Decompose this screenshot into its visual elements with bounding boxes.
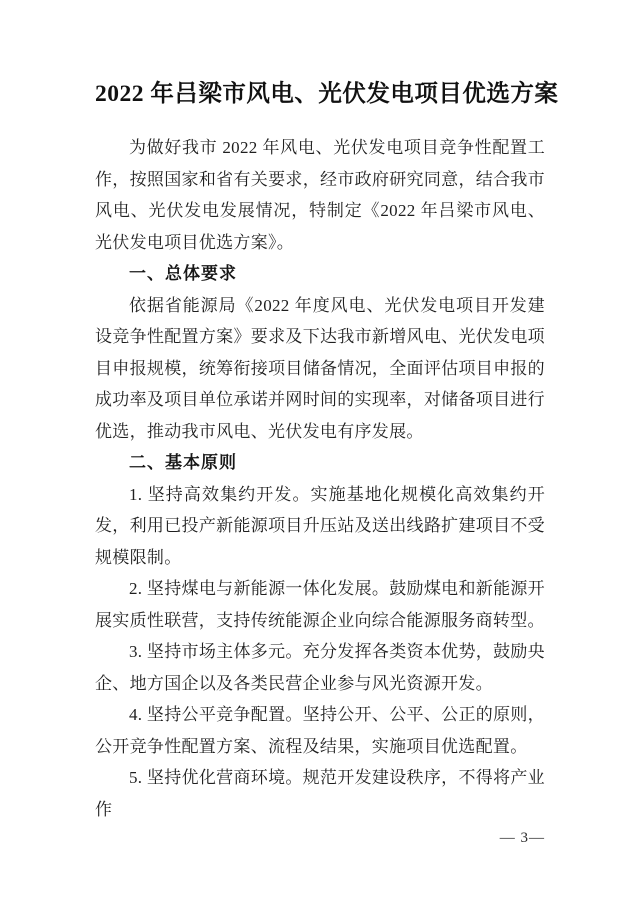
overall-requirements-paragraph: 依据省能源局《2022 年度风电、光伏发电项目开发建设竞争性配置方案》要求及下达我市新增风电、光伏发电项目申报规模，统筹衔接项目储备情况，全面评估项目申报的成功率及项目单位承诺并网时间的实现率，对储备项目进行优选，推动我市风电、光伏发电有序发展。 bbox=[95, 295, 545, 441]
principle-item-5: 5. 坚持优化营商环境。规范开发建设秩序，不得将产业作 bbox=[95, 768, 545, 819]
section-heading-overall-requirements: 一、总体要求 bbox=[129, 264, 237, 283]
section-heading-basic-principles: 二、基本原则 bbox=[129, 453, 237, 472]
principle-item-3: 3. 坚持市场主体多元。充分发挥各类资本优势，鼓励央企、地方国企以及各类民营企业参与风光资源开发。 bbox=[95, 642, 545, 693]
document-content bbox=[95, 0, 559, 825]
intro-paragraph: 为做好我市 2022 年风电、光伏发电项目竞争性配置工作，按照国家和省有关要求，经市政府研究同意，结合我市风电、光伏发电发展情况，特制定《2022 年吕梁市风电、光伏发电项目优选方案》。 bbox=[95, 138, 545, 252]
principle-item-2: 2. 坚持煤电与新能源一体化发展。鼓励煤电和新能源开展实质性联营，支持传统能源企业向综合能源服务商转型。 bbox=[95, 579, 545, 630]
page-number: — 3— bbox=[499, 830, 545, 846]
principle-item-1: 1. 坚持高效集约开发。实施基地化规模化高效集约开发，利用已投产新能源项目升压站及送出线路扩建项目不受规模限制。 bbox=[95, 484, 545, 567]
principle-item-4: 4. 坚持公平竞争配置。坚持公开、公平、公正的原则，公开竞争性配置方案、流程及结果，实施项目优选配置。 bbox=[95, 705, 545, 756]
document-title: 2022 年吕梁市风电、光伏发电项目优选方案 bbox=[95, 81, 559, 107]
